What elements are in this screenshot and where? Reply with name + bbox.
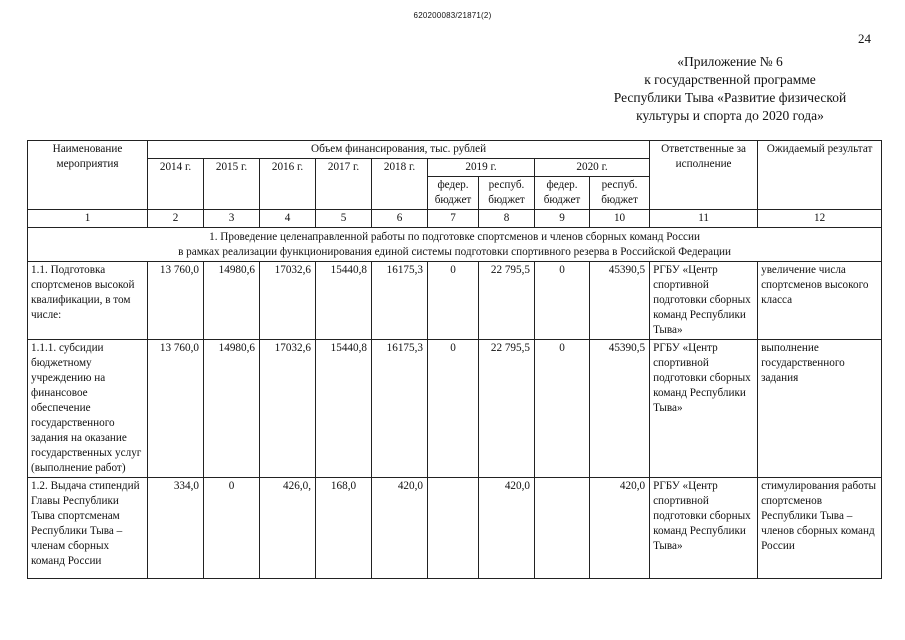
value-2018: 16175,3 [372,262,428,340]
table-row [28,478,882,579]
header-2017: 2017 г. [316,159,372,210]
value-2014: 13 760,0 [148,340,204,478]
column-number: 10 [590,210,650,228]
column-number: 5 [316,210,372,228]
column-number-row [28,210,882,228]
funding-table [27,140,882,579]
value-2018: 420,0 [372,478,428,579]
value-2019-fed [428,478,479,579]
header-result: Ожидаемый результат [758,141,882,210]
appendix-line-4: культуры и спорта до 2020 года» [636,108,824,123]
value-2015: 0 [204,478,260,579]
value-2019-fed: 0 [428,340,479,478]
header-2014: 2014 г. [148,159,204,210]
column-number: 11 [650,210,758,228]
value-2015: 14980,6 [204,262,260,340]
header-name: Наименование мероприятия [28,141,148,210]
row-result: выполнение государственного задания [758,340,882,478]
value-2014: 334,0 [148,478,204,579]
row-result: увеличение числа спортсменов высокого класса [758,262,882,340]
appendix-line-3: Республики Тыва «Развитие физической [613,90,847,105]
value-2014: 13 760,0 [148,262,204,340]
column-number: 1 [28,210,148,228]
header-2016: 2016 г. [260,159,316,210]
page-number: 24 [858,31,871,46]
value-2020-rep: 45390,5 [590,340,650,478]
column-number: 8 [479,210,535,228]
value-2018: 16175,3 [372,340,428,478]
section-line-2: в рамках реализации функционирования единой системы подготовки спортивного резерва в Российской Федерации [178,246,732,258]
appendix-heading [570,53,890,125]
value-2019-rep: 420,0 [479,478,535,579]
header-funding: Объем финансирования, тыс. рублей [148,141,650,159]
value-2016: 17032,6 [260,340,316,478]
column-number: 3 [204,210,260,228]
value-2020-fed: 0 [535,262,590,340]
header-2020: 2020 г. [535,159,650,177]
column-number: 6 [372,210,428,228]
value-2016: 17032,6 [260,262,316,340]
header-2019: 2019 г. [428,159,535,177]
value-2017: 15440,8 [316,340,372,478]
section-row [28,228,882,262]
column-number: 9 [535,210,590,228]
column-number: 12 [758,210,882,228]
value-2020-fed: 0 [535,340,590,478]
value-2017: 15440,8 [316,262,372,340]
header-2020-rep: респуб. бюджет [590,177,650,210]
header-2018: 2018 г. [372,159,428,210]
value-2016: 426,0, [260,478,316,579]
row-result: стимулирования работы спортсменов Республики Тыва – членов сборных команд России [758,478,882,579]
value-2015: 14980,6 [204,340,260,478]
row-name: 1.1.1. субсидии бюджетному учреждению на финансовое обеспечение государственного задания на оказание государственных услуг (выполнение работ) [28,340,148,478]
header-row-1 [28,141,882,159]
header-2015: 2015 г. [204,159,260,210]
header-2020-fed: федер. бюджет [535,177,590,210]
value-2017: 168,0 [316,478,372,579]
document-id: 620200083/21871(2) [413,11,492,20]
value-2019-fed: 0 [428,262,479,340]
row-responsible: РГБУ «Центр спортивной подготовки сборных команд Республики Тыва» [650,262,758,340]
table-row [28,340,882,478]
section-line-1: 1. Проведение целенаправленной работы по подготовке спортсменов и членов сборных команд России [209,231,700,243]
header-responsible: Ответственные за исполнение [650,141,758,210]
column-number: 7 [428,210,479,228]
value-2019-rep: 22 795,5 [479,262,535,340]
header-2019-rep: респуб. бюджет [479,177,535,210]
row-responsible: РГБУ «Центр спортивной подготовки сборных команд Республики Тыва» [650,340,758,478]
header-2019-fed: федер. бюджет [428,177,479,210]
value-2020-rep: 420,0 [590,478,650,579]
row-responsible: РГБУ «Центр спортивной подготовки сборных команд Республики Тыва» [650,478,758,579]
value-2019-rep: 22 795,5 [479,340,535,478]
row-name: 1.1. Подготовка спортсменов высокой квалификации, в том числе: [28,262,148,340]
value-2020-rep: 45390,5 [590,262,650,340]
section-heading [28,228,882,262]
column-number: 2 [148,210,204,228]
appendix-line-2: к государственной программе [644,72,816,87]
row-name: 1.2. Выдача стипендий Главы Республики Тыва спортсменам Республики Тыва – членам сборных команд России [28,478,148,579]
column-number: 4 [260,210,316,228]
appendix-line-1: «Приложение № 6 [677,54,783,69]
value-2020-fed [535,478,590,579]
table-row [28,262,882,340]
